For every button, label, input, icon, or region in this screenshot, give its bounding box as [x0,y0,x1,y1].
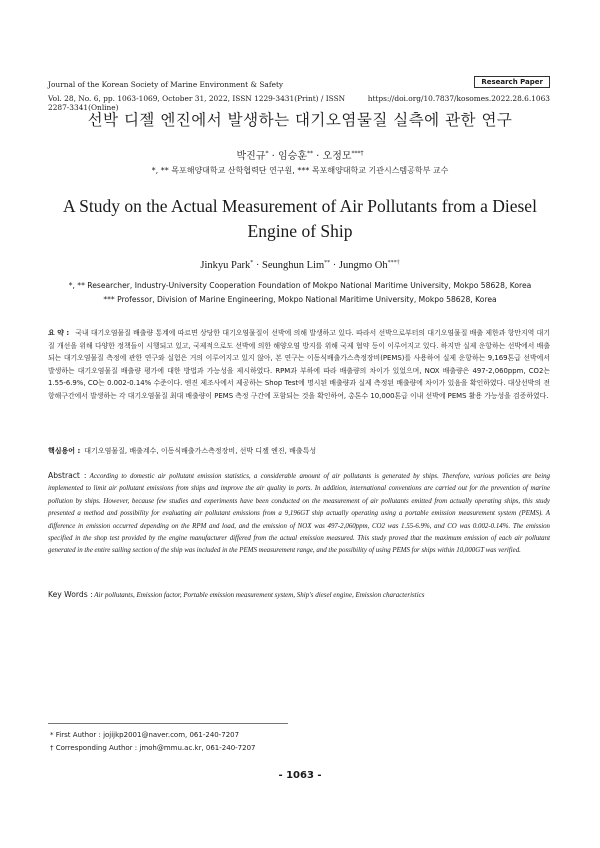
author-3-mark: ***† [387,260,400,266]
author-3: 오정모 [322,151,352,162]
abstract-english-text: According to domestic air pollutant emission statistics, a considerable amount of air pollutants is generated by ships. Therefore, various policies are being implemented to limit air pollutant emissions from ships and improve the air quality in ports. In addition, international conventions are carried out for the prevention of marine pollution by ships. However, because few studies and experiments have been conducted on the measurement of air pollutants emitted from actually operating ships, this study presented a method and possibility for evaluating air pollutant emissions from a 9,196GT ship actually operating using a portable emission measurement system (PEMS). A difference in emission occurred depending on the RPM and load, and the emission of NOX was 497-2,060ppm, CO2 was 1.55-6.9%, and CO was 0.002-0.14%. The emission specified in the shop test provided by the engine manufacturer differed from the actual emission measured. This study proved that the maximum emission of each air pollutant generated in the entire sailing section of the ship was included in the PEMS measurement range, and the possibility of using PEMS for ships within 10,000GT was verified. [48,473,551,555]
keywords-korean-label: 핵심용어 : [48,447,81,455]
authors-english [0,260,600,271]
doi-link[interactable]: https://doi.org/10.7837/kosomes.2022.28.6.1063 [367,94,550,103]
author-separator: · [312,151,323,162]
keywords-english-text: Air pollutants, Emission factor, Portable emission measurement system, Ship's diesel engine, Emission characteristics [94,591,425,599]
author-2: 임승훈 [278,151,307,162]
title-korean: 선박 디젤 엔진에서 발생하는 대기오염물질 실측에 관한 연구 [87,111,513,129]
journal-name: Journal of the Korean Society of Marine Environment & Safety [48,80,284,89]
keywords-korean [48,446,550,456]
abstract-english [48,470,550,558]
footnote-mark: † [50,744,54,752]
affiliation-english [0,279,600,307]
author-2-mark: ** [324,260,331,266]
page-number: - 1063 - [278,770,322,781]
author-3: Jungmo Oh [338,260,388,271]
author-2-mark: ** [306,150,313,157]
footnote-corresponding-author-text: Corresponding Author : jmoh@mmu.ac.kr, 061-240-7207 [55,744,256,752]
volume-info: Vol. 28, No. 6, pp. 1063-1069, October 31, 2022, ISSN 1229-3431(Print) / ISSN 2287-3341(Online) [48,94,346,112]
author-separator: · [268,151,278,162]
footnote-first-author-text: First Author : jojijkp2001@naver.com, 061-240-7207 [55,731,240,739]
paper-type-badge: Research Paper [474,76,550,88]
author-separator: · [330,260,339,271]
keywords-english [48,590,550,599]
footnote-divider [48,723,288,724]
footnote-corresponding-author [50,744,255,752]
author-1-mark: * [265,150,269,157]
title-english: A Study on the Actual Measurement of Air Pollutants from a Diesel Engine of Ship [63,196,537,241]
abstract-korean-label: 요 약 : [48,329,70,337]
keywords-english-label: Key Words : [48,590,93,599]
author-3-mark: ***† [351,150,364,157]
affiliation-korean: *, ** 목포해양대학교 산학협력단 연구원, *** 목포해양대학교 기관시스템공학부 교수 [151,166,449,175]
author-1: Jinkyu Park [200,260,251,271]
abstract-korean [48,327,550,403]
keywords-korean-text: 대기오염물질, 배출계수, 이동식배출가스측정장비, 선박 디젤 엔진, 배출특성 [84,447,317,455]
author-1-mark: * [250,260,254,266]
abstract-english-label: Abstract : [48,471,87,480]
authors-korean [0,147,600,162]
author-1: 박진규 [236,151,266,162]
footnote-mark: * [50,731,54,739]
abstract-korean-text: 국내 대기오염물질 배출량 통계에 따르면 상당한 대기오염물질이 선박에 의해 발생하고 있다. 따라서 선박으로부터의 대기오염물질 배출 제한과 항만지역 대기질 개선을 위해 다양한 정책들이 시행되고 있고, 국제적으로도 선박에 의한 해양오염 방지를 위해 국제 협약 등이 이루어지고 있다. 하지만 실제 운항하는 선박에서 배출되는 대기오염물질 측정에 관한 연구와 실험은 거의 이루어지고 있지 않아, 본 연구는 이동식배출가스측정장비(PEMS)를 사용하여 실제 운항하는 9,169톤급 선박에서 발생하는 대기오염물질 배출량 평가에 대한 방법과 가능성을 제시하였다. RPM과 부하에 따라 배출량의 차이가 있었으며, NOX 배출량은 497-2,060ppm, CO2는 1.55-6.9%, CO는 0.002-0.14% 수준이다. 엔진 제조사에서 제공하는 Shop Test에 명시된 배출량과 실제 측정된 배출량에 차이가 있음을 확인하였다. 대상선박의 전 항해구간에서 발생하는 각 대기오염물질 최대 배출량이 PEMS 측정 구간에 포함되는 것을 확인하여, 총톤수 10,000톤급 이내 선박에 PEMS 활용 가능성을 검증하였다. [48,329,550,400]
author-separator: · [253,260,263,271]
footnote-first-author [50,731,239,739]
author-2: Seunghun Lim [262,260,325,271]
affiliation-line-1: *, ** Researcher, Industry-University Cooperation Foundation of Mokpo National Maritime University, Mokpo 58628, Korea [68,281,532,290]
affiliation-line-2: *** Professor, Division of Marine Engineering, Mokpo National Maritime University, Mokpo 58628, Korea [103,295,497,304]
